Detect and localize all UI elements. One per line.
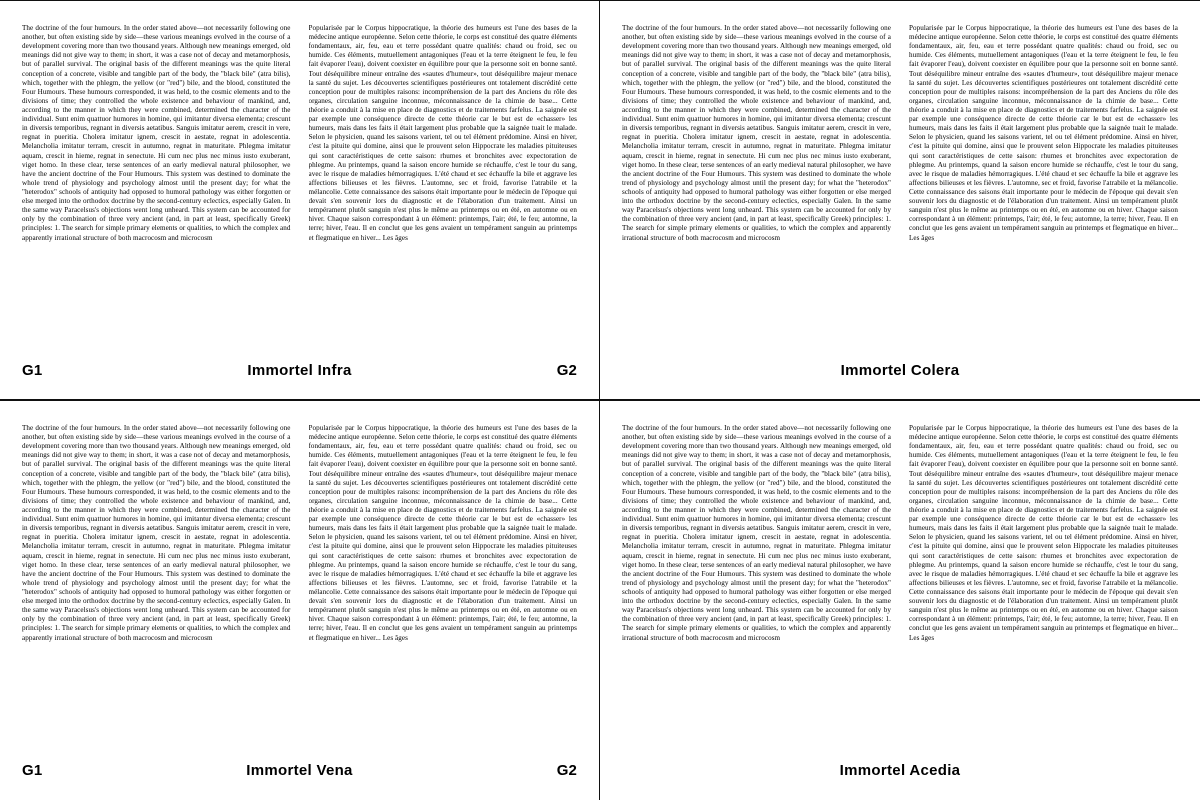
body-text-english: The doctrine of the four humours. In the order stated above—not necessarily following one another, but often existing side by side—these various meanings evolved in the course of a development covering more than two thousand years. Although new meanings emerged, old meanings did not give way to them; in short, it was a case not of decay and metamorphosis, but of parallel survival. The original basis of the different meanings was the quite literal conception of a concrete, visible and tangible part of the body, the "black bile" (atra bilis), which, together with the phlegm, the yellow (or "red") bile, and the blood, constituted the Four Humours. These humours corresponded, it was held, to the cosmic elements and to the divisions of time; they controlled the whole existence and behaviour of mankind, and, according to the manner in which they were combined, determined the character of the individual. Sunt enim quattuor humores in homine, qui imitantur diversa elementa; crescunt in diversis temporibus, regnant in diversis aetatibus. Sanguis imitatur aerem, crescit in vere, regnat in pueritia. Cholera imitatur ignem, crescit in aestate, regnat in adolescentia. Melancholia imitatur terram, crescit in autumno, regnat in maturitate. Phlegma imitatur aquam, crescit in hieme, regnat in senectute. Hi cum nec plus nec minus iusto exuberant, viget homo. In these clear, terse sentences of an early medieval natural philosopher, we have the ancient doctrine of the Four Humours. This system was destined to dominate the whole trend of physiology and psychology almost until the present day; for what the "heterodox" schools of antiquity had opposed to humoral pathology was either forgotten or else merged into the orthodox doctrine by the second-century eclectics, especially Galen. In the same way Paracelsus's objections went long unheard. This system can be accounted for only by the combination of three very ancient (and, in part at least, specifically Greek) principles: 1. The search for simple primary elements or qualities, to which the complex and apparently irrational structure of both macrocosm and microcosm xyxy=(22,424,291,642)
text-columns xyxy=(22,24,577,326)
text-columns xyxy=(22,424,577,726)
running-title: Immortel Infra xyxy=(247,362,352,379)
page-colera xyxy=(600,0,1200,400)
page-footer xyxy=(22,762,577,784)
body-text-english: The doctrine of the four humours. In the order stated above—not necessarily following one another, but often existing side by side—these various meanings evolved in the course of a development covering more than two thousand years. Although new meanings emerged, old meanings did not give way to them; in short, it was a case not of decay and metamorphosis, but of parallel survival. The original basis of the different meanings was the quite literal conception of a concrete, visible and tangible part of the body, the "black bile" (atra bilis), which, together with the phlegm, the yellow (or "red") bile, and the blood, constituted the Four Humours. These humours corresponded, it was held, to the cosmic elements and to the divisions of time; they controlled the whole existence and behaviour of mankind, and, according to the manner in which they were combined, determined the character of the individual. Sunt enim quattuor humores in homine, qui imitantur diversa elementa; crescunt in diversis temporibus, regnant in diversis aetatibus. Sanguis imitatur aerem, crescit in vere, regnat in pueritia. Cholera imitatur ignem, crescit in aestate, regnat in adolescentia. Melancholia imitatur terram, crescit in autumno, regnat in maturitate. Phlegma imitatur aquam, crescit in hieme, regnat in senectute. Hi cum nec plus nec minus iusto exuberant, viget homo. In these clear, terse sentences of an early medieval natural philosopher, we have the ancient doctrine of the Four Humours. This system was destined to dominate the whole trend of physiology and psychology almost until the present day; for what the "heterodox" schools of antiquity had opposed to humoral pathology was either forgotten or else merged into the orthodox doctrine by the second-century eclectics, especially Galen. In the same way Paracelsus's objections went long unheard. This system can be accounted for only by the combination of three very ancient (and, in part at least, specifically Greek) principles: 1. The search for simple primary elements or qualities, to which the complex and apparently irrational structure of both macrocosm and microcosm xyxy=(22,24,291,242)
spread-row-bottom xyxy=(0,400,1200,800)
running-title: Immortel Colera xyxy=(840,362,960,379)
text-columns xyxy=(622,24,1178,326)
body-text-french: Popularisée par le Corpus hippocratique, la théorie des humeurs est l'une des bases de la médecine antique européenne. Selon cette théorie, le corps est constitué des quatre éléments fondamentaux, air, feu, eau et terre possédant quatre qualités: chaud ou froid, sec ou humide. Ces éléments, mutuellement antagoniques (l'eau et la terre éteignent le feu, le feu fait évaporer l'eau), doivent coexister en équilibre pour que la personne soit en bonne santé. Tout déséquilibre mineur entraîne des «sautes d'humeur», tout déséquilibre majeur menace la santé du sujet. Les découvertes scientifiques postérieures ont totalement discrédité cette conception pour de multiples raisons: incompréhension de la part des Anciens du rôle des organes, circulation sanguine inconnue, méconnaissance de la chimie de base... Cette théorie a conduit à la mise en place de diagnostics et de traitements farfelus. La saignée est par exemple une conséquence directe de cette théorie car le but est de «chasser» les humeurs, mais dans les faits il était largement plus probable que la saignée tuait le malade. Selon le physicien, quand les saisons varient, tel ou tel élément prédomine. Ainsi en hiver, c'est la pituite qui domine, ainsi que le prouvent selon Hippocrate les maladies pituiteuses qui sont caractéristiques de cette saison: rhumes et bronchites avec expectoration de phlegme. Au printemps, quand la saison encore humide se réchauffe, c'est le tour du sang, avec le risque de maladies hémorragiques. L'été chaud et sec échauffe la bile et aggrave les affections bilieuses et les fièvres. L'automne, sec et froid, favorise l'atrabile et la mélancolie. Cette connaissance des saisons était importante pour le médecin de l'époque qui devait s'en souvenir lors du diagnostic et de l'élaboration d'un traitement. Ainsi un tempérament plutôt sanguin n'est plus le même au printemps ou en été, en automne ou en hiver. Chaque saison correspondant à un élément: printemps, l'air; été, le feu; automne, la terre; hiver, l'eau. Il en conclut que les gens avaient un tempérament sanguin au printemps et flegmatique en hiver... Les âges xyxy=(308,424,577,642)
column-french xyxy=(309,24,578,326)
page-footer xyxy=(22,362,577,384)
top-rule xyxy=(600,0,1200,1)
top-rule xyxy=(0,400,599,401)
top-rule xyxy=(0,0,599,1)
folio-right: G2 xyxy=(556,362,577,379)
body-text-english: The doctrine of the four humours. In the order stated above—not necessarily following one another, but often existing side by side—these various meanings evolved in the course of a development covering more than two thousand years. Although new meanings emerged, old meanings did not give way to them; in short, it was a case not of decay and metamorphosis, but of parallel survival. The original basis of the different meanings was the quite literal conception of a concrete, visible and tangible part of the body, the "black bile" (atra bilis), which, together with the phlegm, the yellow (or "red") bile, and the blood, constituted the Four Humours. These humours corresponded, it was held, to the cosmic elements and to the divisions of time; they controlled the whole existence and behaviour of mankind, and, according to the manner in which they were combined, determined the character of the individual. Sunt enim quattuor humores in homine, qui imitantur diversa elementa; crescunt in diversis temporibus, regnant in diversis aetatibus. Sanguis imitatur aerem, crescit in vere, regnat in pueritia. Cholera imitatur ignem, crescit in aestate, regnat in adolescentia. Melancholia imitatur terram, crescit in autumno, regnat in maturitate. Phlegma imitatur aquam, crescit in hieme, regnat in senectute. Hi cum nec plus nec minus iusto exuberant, viget homo. In these clear, terse sentences of an early medieval natural philosopher, we have the ancient doctrine of the Four Humours. This system was destined to dominate the whole trend of physiology and psychology almost until the present day; for what the "heterodox" schools of antiquity had opposed to humoral pathology was either forgotten or else merged into the orthodox doctrine by the second-century eclectics, especially Galen. In the same way Paracelsus's objections went long unheard. This system can be accounted for only by the combination of three very ancient (and, in part at least, specifically Greek) principles: 1. The search for simple primary elements or qualities, to which the complex and apparently irrational structure of both macrocosm and microcosm xyxy=(622,424,891,642)
column-english xyxy=(622,424,891,726)
body-text-french: Popularisée par le Corpus hippocratique, la théorie des humeurs est l'une des bases de la médecine antique européenne. Selon cette théorie, le corps est constitué des quatre éléments fondamentaux, air, feu, eau et terre possédant quatre qualités: chaud ou froid, sec ou humide. Ces éléments, mutuellement antagoniques (l'eau et la terre éteignent le feu, le feu fait évaporer l'eau), doivent coexister en équilibre pour que la personne soit en bonne santé. Tout déséquilibre mineur entraîne des «sautes d'humeur», tout déséquilibre majeur menace la santé du sujet. Les découvertes scientifiques postérieures ont totalement discrédité cette conception pour de multiples raisons: incompréhension de la part des Anciens du rôle des organes, circulation sanguine inconnue, méconnaissance de la chimie de base... Cette théorie a conduit à la mise en place de diagnostics et de traitements farfelus. La saignée est par exemple une conséquence directe de cette théorie car le but est de «chasser» les humeurs, mais dans les faits il était largement plus probable que la saignée tuait le malade. Selon le physicien, quand les saisons varient, tel ou tel élément prédomine. Ainsi en hiver, c'est la pituite qui domine, ainsi que le prouvent selon Hippocrate les maladies pituiteuses qui sont caractéristiques de cette saison: rhumes et bronchites avec expectoration de phlegme. Au printemps, quand la saison encore humide se réchauffe, c'est le tour du sang, avec le risque de maladies hémorragiques. L'été chaud et sec échauffe la bile et aggrave les affections bilieuses et les fièvres. L'automne, sec et froid, favorise l'atrabile et la mélancolie. Cette connaissance des saisons était importante pour le médecin de l'époque qui devait s'en souvenir lors du diagnostic et de l'élaboration d'un traitement. Ainsi un tempérament plutôt sanguin n'est plus le même au printemps ou en été, en automne ou en hiver. Chaque saison correspondant à un élément: printemps, l'air; été, le feu; automne, la terre; hiver, l'eau. Il en conclut que les gens avaient un tempérament sanguin au printemps et flegmatique en hiver... Les âges xyxy=(909,24,1178,242)
folio-left: G1 xyxy=(22,362,43,379)
running-title: Immortel Acedia xyxy=(839,762,961,779)
folio-left: G1 xyxy=(22,762,43,779)
column-french xyxy=(909,24,1178,326)
body-text-english: The doctrine of the four humours. In the order stated above—not necessarily following one another, but often existing side by side—these various meanings evolved in the course of a development covering more than two thousand years. Although new meanings emerged, old meanings did not give way to them; in short, it was a case not of decay and metamorphosis, but of parallel survival. The original basis of the different meanings was the quite literal conception of a concrete, visible and tangible part of the body, the "black bile" (atra bilis), which, together with the phlegm, the yellow (or "red") bile, and the blood, constituted the Four Humours. These humours corresponded, it was held, to the cosmic elements and to the divisions of time; they controlled the whole existence and behaviour of mankind, and, according to the manner in which they were combined, determined the character of the individual. Sunt enim quattuor humores in homine, qui imitantur diversa elementa; crescunt in diversis temporibus, regnant in diversis aetatibus. Sanguis imitatur aerem, crescit in vere, regnat in pueritia. Cholera imitatur ignem, crescit in aestate, regnat in adolescentia. Melancholia imitatur terram, crescit in autumno, regnat in maturitate. Phlegma imitatur aquam, crescit in hieme, regnat in senectute. Hi cum nec plus nec minus iusto exuberant, viget homo. In these clear, terse sentences of an early medieval natural philosopher, we have the ancient doctrine of the Four Humours. This system was destined to dominate the whole trend of physiology and psychology almost until the present day; for what the "heterodox" schools of antiquity had opposed to humoral pathology was either forgotten or else merged into the orthodox doctrine by the second-century eclectics, especially Galen. In the same way Paracelsus's objections went long unheard. This system can be accounted for only by the combination of three very ancient (and, in part at least, specifically Greek) principles: 1. The search for simple primary elements or qualities, to which the complex and apparently irrational structure of both macrocosm and microcosm xyxy=(622,24,891,242)
column-english xyxy=(622,24,891,326)
column-french xyxy=(309,424,578,726)
page-infra xyxy=(0,0,600,400)
page-footer xyxy=(622,362,1178,384)
page-acedia xyxy=(600,400,1200,800)
top-rule xyxy=(600,400,1200,401)
page-footer xyxy=(622,762,1178,784)
page-vena xyxy=(0,400,600,800)
body-text-french: Popularisée par le Corpus hippocratique, la théorie des humeurs est l'une des bases de la médecine antique européenne. Selon cette théorie, le corps est constitué des quatre éléments fondamentaux, air, feu, eau et terre possédant quatre qualités: chaud ou froid, sec ou humide. Ces éléments, mutuellement antagoniques (l'eau et la terre éteignent le feu, le feu fait évaporer l'eau), doivent coexister en équilibre pour que la personne soit en bonne santé. Tout déséquilibre mineur entraîne des «sautes d'humeur», tout déséquilibre majeur menace la santé du sujet. Les découvertes scientifiques postérieures ont totalement discrédité cette conception pour de multiples raisons: incompréhension de la part des Anciens du rôle des organes, circulation sanguine inconnue, méconnaissance de la chimie de base... Cette théorie a conduit à la mise en place de diagnostics et de traitements farfelus. La saignée est par exemple une conséquence directe de cette théorie car le but est de «chasser» les humeurs, mais dans les faits il était largement plus probable que la saignée tuait le malade. Selon le physicien, quand les saisons varient, tel ou tel élément prédomine. Ainsi en hiver, c'est la pituite qui domine, ainsi que le prouvent selon Hippocrate les maladies pituiteuses qui sont caractéristiques de cette saison: rhumes et bronchites avec expectoration de phlegme. Au printemps, quand la saison encore humide se réchauffe, c'est le tour du sang, avec le risque de maladies hémorragiques. L'été chaud et sec échauffe la bile et aggrave les affections bilieuses et les fièvres. L'automne, sec et froid, favorise l'atrabile et la mélancolie. Cette connaissance des saisons était importante pour le médecin de l'époque qui devait s'en souvenir lors du diagnostic et de l'élaboration d'un traitement. Ainsi un tempérament plutôt sanguin n'est plus le même au printemps ou en été, en automne ou en hiver. Chaque saison correspondant à un élément: printemps, l'air; été, le feu; automne, la terre; hiver, l'eau. Il en conclut que les gens avaient un tempérament sanguin au printemps et flegmatique en hiver... Les âges xyxy=(909,424,1178,642)
column-french xyxy=(909,424,1178,726)
column-english xyxy=(22,24,291,326)
folio-right: G2 xyxy=(556,762,577,779)
column-english xyxy=(22,424,291,726)
body-text-french: Popularisée par le Corpus hippocratique, la théorie des humeurs est l'une des bases de la médecine antique européenne. Selon cette théorie, le corps est constitué des quatre éléments fondamentaux, air, feu, eau et terre possédant quatre qualités: chaud ou froid, sec ou humide. Ces éléments, mutuellement antagoniques (l'eau et la terre éteignent le feu, le feu fait évaporer l'eau), doivent coexister en équilibre pour que la personne soit en bonne santé. Tout déséquilibre mineur entraîne des «sautes d'humeur», tout déséquilibre majeur menace la santé du sujet. Les découvertes scientifiques postérieures ont totalement discrédité cette conception pour de multiples raisons: incompréhension de la part des Anciens du rôle des organes, circulation sanguine inconnue, méconnaissance de la chimie de base... Cette théorie a conduit à la mise en place de diagnostics et de traitements farfelus. La saignée est par exemple une conséquence directe de cette théorie car le but est de «chasser» les humeurs, mais dans les faits il était largement plus probable que la saignée tuait le malade. Selon le physicien, quand les saisons varient, tel ou tel élément prédomine. Ainsi en hiver, c'est la pituite qui domine, ainsi que le prouvent selon Hippocrate les maladies pituiteuses qui sont caractéristiques de cette saison: rhumes et bronchites avec expectoration de phlegme. Au printemps, quand la saison encore humide se réchauffe, c'est le tour du sang, avec le risque de maladies hémorragiques. L'été chaud et sec échauffe la bile et aggrave les affections bilieuses et les fièvres. L'automne, sec et froid, favorise l'atrabile et la mélancolie. Cette connaissance des saisons était importante pour le médecin de l'époque qui devait s'en souvenir lors du diagnostic et de l'élaboration d'un traitement. Ainsi un tempérament plutôt sanguin n'est plus le même au printemps ou en été, en automne ou en hiver. Chaque saison correspondant à un élément: printemps, l'air; été, le feu; automne, la terre; hiver, l'eau. Il en conclut que les gens avaient un tempérament sanguin au printemps et flegmatique en hiver... Les âges xyxy=(308,24,577,242)
running-title: Immortel Vena xyxy=(246,762,353,779)
text-columns xyxy=(622,424,1178,726)
